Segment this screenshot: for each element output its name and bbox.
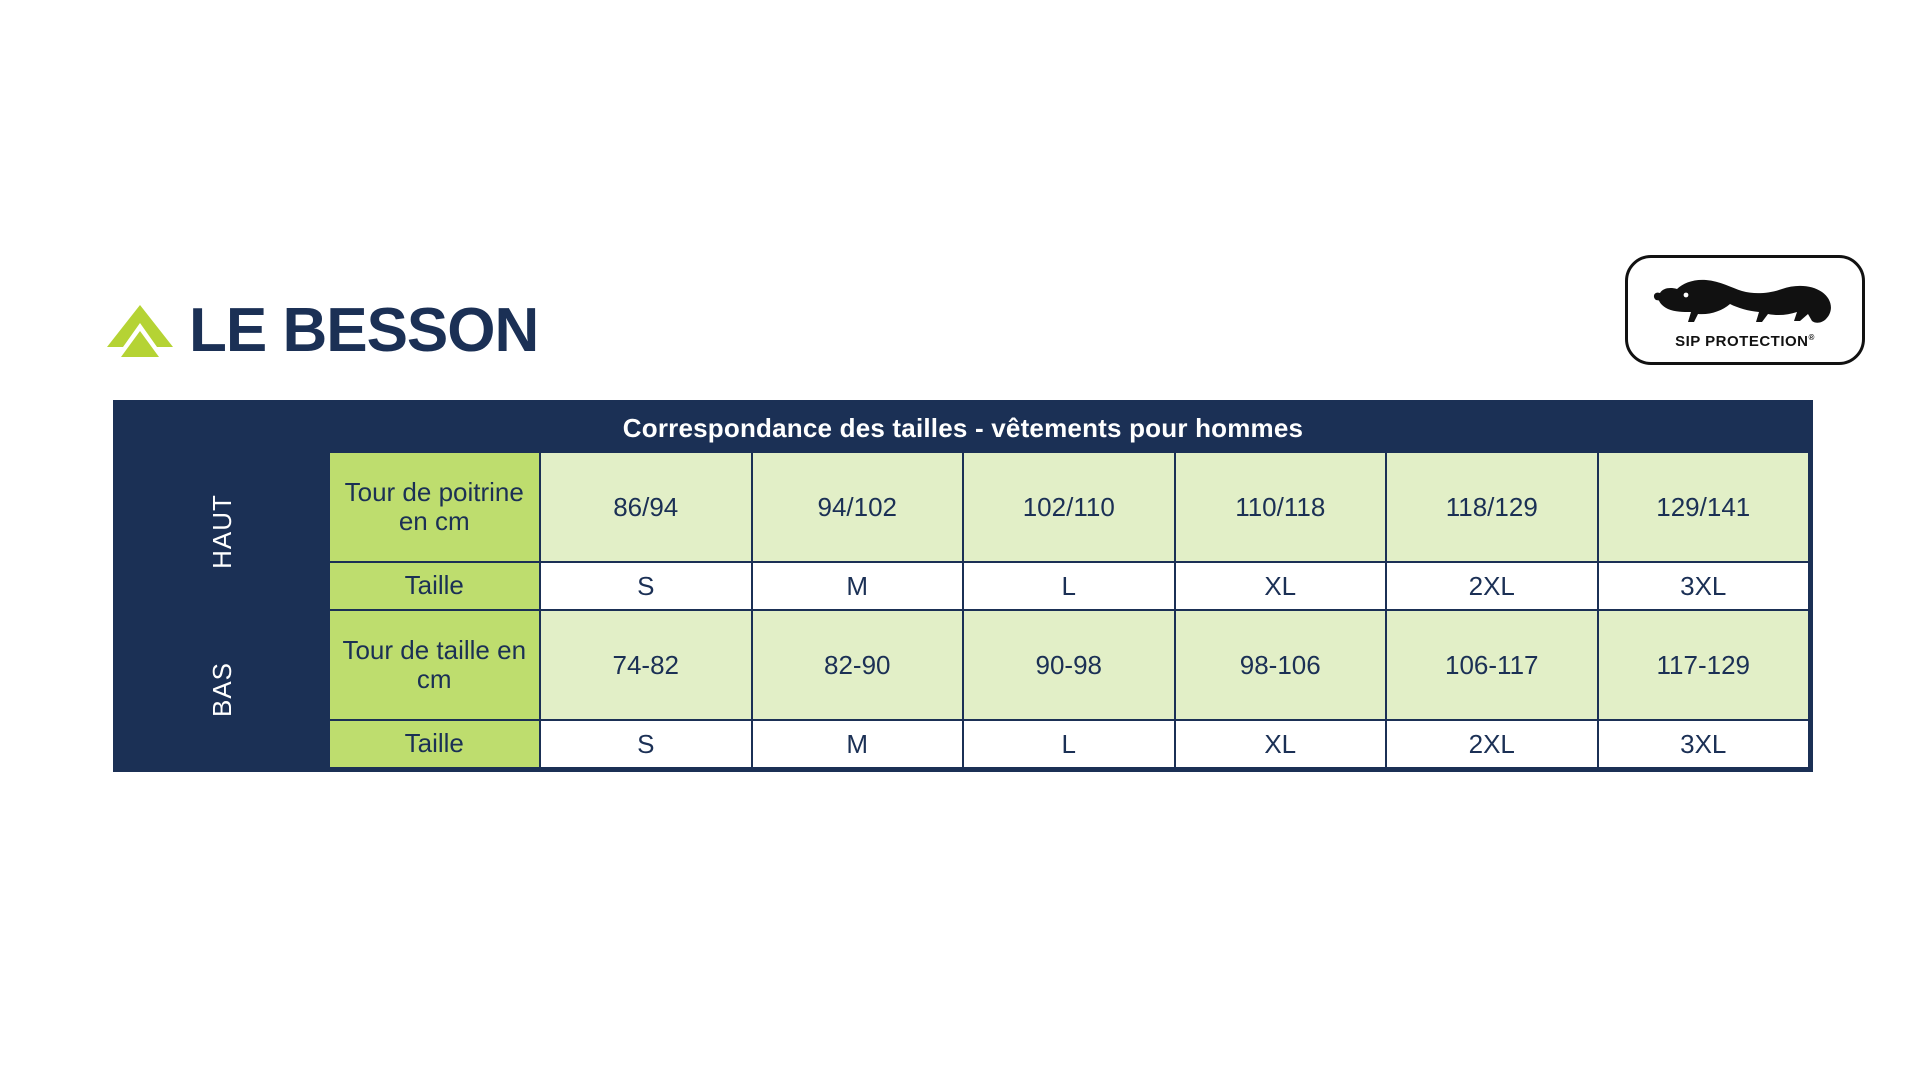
table-cell: 98-106 <box>1175 610 1387 720</box>
table-cell: 110/118 <box>1175 452 1387 562</box>
table-cell: 118/129 <box>1386 452 1598 562</box>
table-cell: 74-82 <box>540 610 752 720</box>
table-cell: M <box>752 720 964 768</box>
table-cell: 82-90 <box>752 610 964 720</box>
table-cell: XL <box>1175 562 1387 610</box>
table-cell: 2XL <box>1386 562 1598 610</box>
group-label-haut: HAUT <box>117 452 329 610</box>
table-title-row <box>117 404 1809 452</box>
table-cell: 3XL <box>1598 562 1810 610</box>
brand-name: LE BESSON <box>189 296 539 365</box>
boar-icon <box>1650 271 1840 331</box>
table-cell: 90-98 <box>963 610 1175 720</box>
size-table <box>116 403 1810 769</box>
table-cell: 2XL <box>1386 720 1598 768</box>
table-cell: 117-129 <box>1598 610 1810 720</box>
table-cell: S <box>540 720 752 768</box>
table-cell: XL <box>1175 720 1387 768</box>
table-cell: L <box>963 562 1175 610</box>
table-row <box>117 452 1809 562</box>
table-cell: S <box>540 562 752 610</box>
table-cell: 102/110 <box>963 452 1175 562</box>
row-label-size-top: Taille <box>329 562 541 610</box>
table-cell: 106-117 <box>1386 610 1598 720</box>
row-label-waist: Tour de taille en cm <box>329 610 541 720</box>
brand-header <box>105 296 539 365</box>
table-cell: 3XL <box>1598 720 1810 768</box>
table-cell: 94/102 <box>752 452 964 562</box>
table-title: Correspondance des tailles - vêtements pour hommes <box>117 404 1809 452</box>
group-label-bas: BAS <box>117 610 329 768</box>
table-row <box>117 562 1809 610</box>
table-cell: M <box>752 562 964 610</box>
size-table-container <box>113 400 1813 772</box>
table-cell: L <box>963 720 1175 768</box>
table-cell: 86/94 <box>540 452 752 562</box>
row-label-size-bottom: Taille <box>329 720 541 768</box>
sip-protection-logo <box>1625 255 1865 365</box>
table-cell: 129/141 <box>1598 452 1810 562</box>
table-row <box>117 610 1809 720</box>
trademark-symbol: ® <box>1808 332 1815 342</box>
row-label-chest: Tour de poitrine en cm <box>329 452 541 562</box>
sip-logo-text: SIP PROTECTION® <box>1675 332 1815 350</box>
table-row <box>117 720 1809 768</box>
mountain-chevron-icon <box>105 301 175 361</box>
